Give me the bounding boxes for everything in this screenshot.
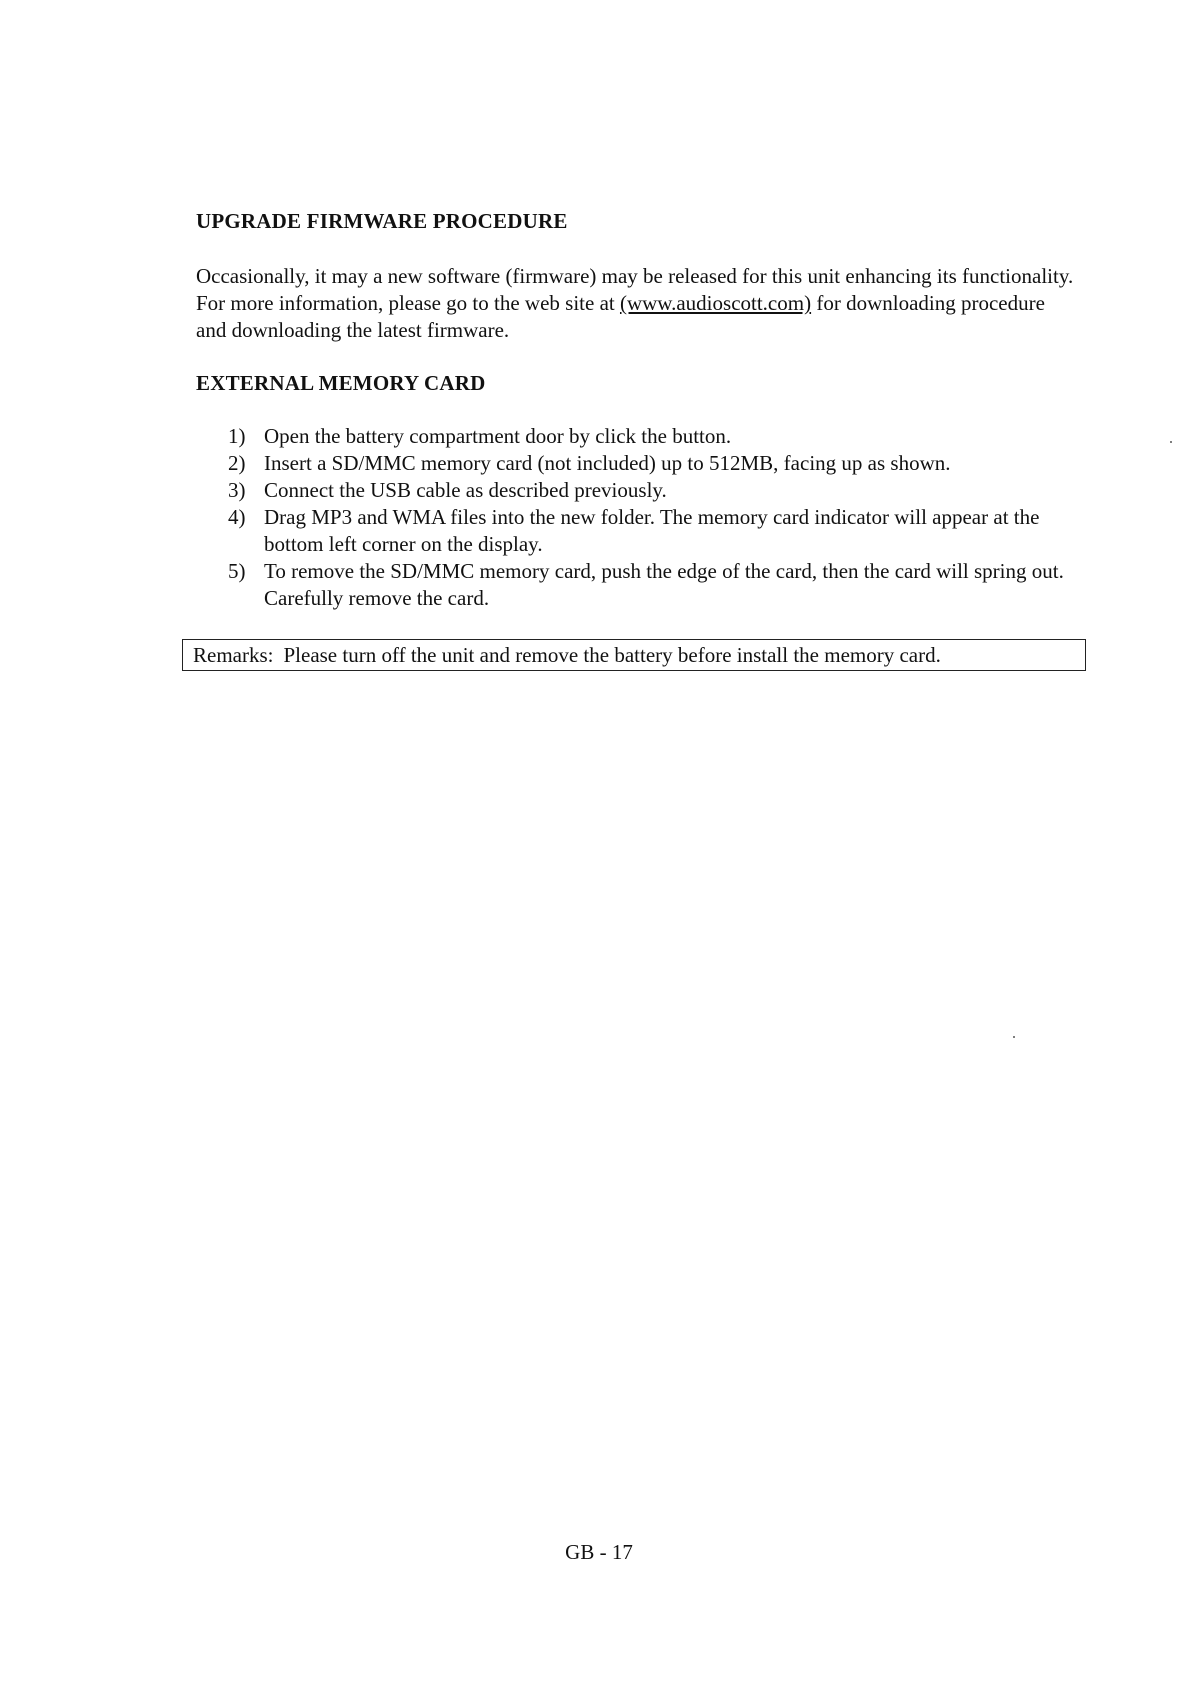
step-item [228,477,1088,504]
remarks-box [182,639,1086,671]
remarks-label: Remarks: [193,643,274,667]
step-number: 2) [228,451,246,475]
scan-speck [1013,1036,1015,1038]
page-number: GB - 17 [565,1540,633,1564]
step-text: Drag MP3 and WMA files into the new folder. The memory card indicator will appear at the bottom left corner on the display. [264,505,1040,556]
step-text: Connect the USB cable as described previously. [264,478,667,502]
firmware-paragraph [196,263,1076,344]
step-text: Insert a SD/MMC memory card (not included) up to 512MB, facing up as shown. [264,451,951,475]
firmware-text-before-link: Occasionally, it may a new software (firmware) may be released for this unit enhancing its functionality. For more information, please go to the web site at [196,264,1074,315]
firmware-text-after-link: for downloading procedure and downloading the latest firmware. [196,291,1045,342]
step-item [228,450,1088,477]
memory-card-heading: EXTERNAL MEMORY CARD [196,371,486,395]
firmware-heading: UPGRADE FIRMWARE PROCEDURE [196,209,568,233]
memory-card-steps [228,423,1088,612]
remarks-text: Please turn off the unit and remove the battery before install the memory card. [283,643,941,667]
step-number: 4) [228,505,246,529]
step-text: Open the battery compartment door by click the button. [264,424,732,448]
scan-speck [1170,441,1172,443]
step-item [228,504,1088,558]
step-item [228,423,1088,450]
step-number: 5) [228,559,246,583]
step-item [228,558,1088,612]
website-link[interactable]: (www.audioscott.com) [619,291,812,315]
step-number: 1) [228,424,246,448]
step-text: To remove the SD/MMC memory card, push the edge of the card, then the card will spring out. Carefully remove the card. [264,559,1064,610]
step-number: 3) [228,478,246,502]
